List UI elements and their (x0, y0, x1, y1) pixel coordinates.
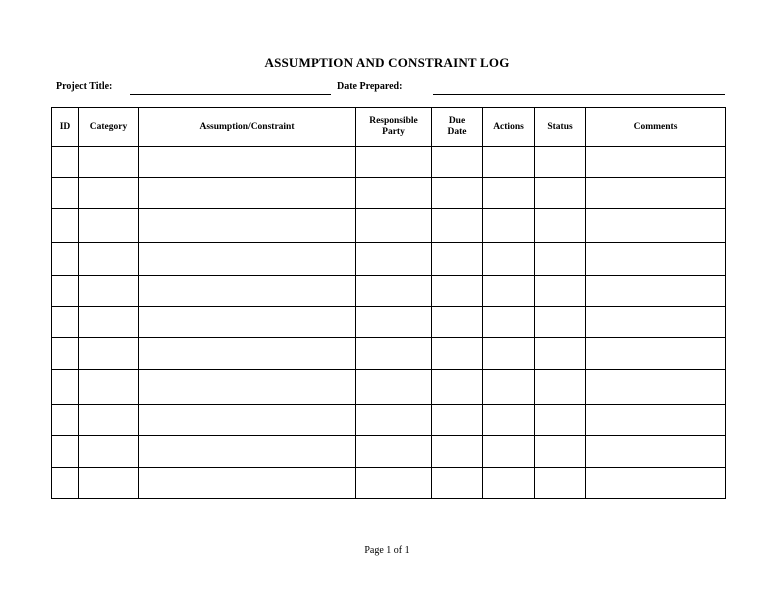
table-cell-actions[interactable] (483, 370, 535, 405)
table-cell-comments[interactable] (586, 436, 726, 468)
table-cell-due[interactable] (432, 147, 483, 178)
table-cell-id[interactable] (52, 370, 79, 405)
table-cell-responsible[interactable] (356, 338, 432, 370)
table-cell-category[interactable] (79, 468, 139, 499)
table-cell-due[interactable] (432, 436, 483, 468)
table-cell-actions[interactable] (483, 338, 535, 370)
table-cell-id[interactable] (52, 405, 79, 436)
table-cell-responsible[interactable] (356, 178, 432, 209)
table-cell-status[interactable] (535, 370, 586, 405)
table-cell-due[interactable] (432, 178, 483, 209)
table-cell-actions[interactable] (483, 307, 535, 338)
table-cell-id[interactable] (52, 468, 79, 499)
column-header-category: Category (79, 108, 139, 147)
table-row (52, 276, 726, 307)
table-cell-assumption[interactable] (139, 307, 356, 338)
table-cell-comments[interactable] (586, 405, 726, 436)
table-cell-id[interactable] (52, 436, 79, 468)
table-cell-due[interactable] (432, 468, 483, 499)
table-cell-due[interactable] (432, 209, 483, 243)
table-row (52, 209, 726, 243)
column-header-actions: Actions (483, 108, 535, 147)
table-cell-responsible[interactable] (356, 276, 432, 307)
table-row (52, 243, 726, 276)
table-row (52, 405, 726, 436)
table-cell-actions[interactable] (483, 178, 535, 209)
column-header-id: ID (52, 108, 79, 147)
table-cell-assumption[interactable] (139, 338, 356, 370)
table-cell-assumption[interactable] (139, 178, 356, 209)
table-cell-id[interactable] (52, 338, 79, 370)
table-cell-actions[interactable] (483, 436, 535, 468)
table-cell-actions[interactable] (483, 209, 535, 243)
table-row (52, 436, 726, 468)
table-cell-actions[interactable] (483, 468, 535, 499)
table-cell-due[interactable] (432, 243, 483, 276)
column-header-comments: Comments (586, 108, 726, 147)
table-cell-status[interactable] (535, 307, 586, 338)
table-cell-id[interactable] (52, 178, 79, 209)
project-title-label: Project Title: (56, 81, 113, 92)
table-cell-id[interactable] (52, 243, 79, 276)
table-cell-category[interactable] (79, 307, 139, 338)
table-cell-comments[interactable] (586, 178, 726, 209)
table-cell-assumption[interactable] (139, 276, 356, 307)
table-cell-status[interactable] (535, 405, 586, 436)
table-cell-due[interactable] (432, 405, 483, 436)
column-header-due: Due Date (432, 108, 483, 147)
table-cell-assumption[interactable] (139, 370, 356, 405)
table-cell-status[interactable] (535, 209, 586, 243)
table-cell-comments[interactable] (586, 243, 726, 276)
page-number: Page 1 of 1 (364, 545, 410, 556)
table-cell-category[interactable] (79, 370, 139, 405)
table-cell-comments[interactable] (586, 276, 726, 307)
table-row (52, 307, 726, 338)
table-cell-actions[interactable] (483, 405, 535, 436)
table-cell-id[interactable] (52, 209, 79, 243)
table-cell-category[interactable] (79, 178, 139, 209)
table-cell-responsible[interactable] (356, 147, 432, 178)
date-prepared-field[interactable] (433, 94, 725, 95)
table-cell-due[interactable] (432, 276, 483, 307)
table-cell-id[interactable] (52, 147, 79, 178)
table-cell-status[interactable] (535, 436, 586, 468)
table-cell-status[interactable] (535, 243, 586, 276)
table-cell-status[interactable] (535, 468, 586, 499)
table-row (52, 370, 726, 405)
table-cell-responsible[interactable] (356, 468, 432, 499)
table-cell-id[interactable] (52, 276, 79, 307)
table-cell-due[interactable] (432, 370, 483, 405)
column-header-responsible: Responsible Party (356, 108, 432, 147)
assumption-constraint-table (51, 107, 726, 499)
column-header-assumption: Assumption/Constraint (139, 108, 356, 147)
table-cell-comments[interactable] (586, 370, 726, 405)
table-cell-responsible[interactable] (356, 243, 432, 276)
table-cell-actions[interactable] (483, 276, 535, 307)
table-cell-assumption[interactable] (139, 147, 356, 178)
date-prepared-label: Date Prepared: (337, 81, 403, 92)
table-cell-status[interactable] (535, 338, 586, 370)
table-cell-assumption[interactable] (139, 436, 356, 468)
table-cell-comments[interactable] (586, 147, 726, 178)
table-row (52, 468, 726, 499)
document-title: ASSUMPTION AND CONSTRAINT LOG (264, 55, 510, 70)
table-cell-category[interactable] (79, 243, 139, 276)
table-cell-due[interactable] (432, 338, 483, 370)
table-cell-actions[interactable] (483, 147, 535, 178)
table-cell-category[interactable] (79, 147, 139, 178)
column-header-status: Status (535, 108, 586, 147)
table-cell-id[interactable] (52, 307, 79, 338)
table-cell-status[interactable] (535, 178, 586, 209)
table-cell-responsible[interactable] (356, 370, 432, 405)
table-cell-category[interactable] (79, 209, 139, 243)
table-cell-assumption[interactable] (139, 243, 356, 276)
table-cell-status[interactable] (535, 147, 586, 178)
table-cell-category[interactable] (79, 338, 139, 370)
table-cell-assumption[interactable] (139, 209, 356, 243)
table-cell-comments[interactable] (586, 338, 726, 370)
table-cell-actions[interactable] (483, 243, 535, 276)
table-row (52, 147, 726, 178)
table-cell-assumption[interactable] (139, 405, 356, 436)
table-cell-responsible[interactable] (356, 307, 432, 338)
table-cell-responsible[interactable] (356, 405, 432, 436)
table-cell-responsible[interactable] (356, 436, 432, 468)
table-cell-responsible[interactable] (356, 209, 432, 243)
table-cell-category[interactable] (79, 436, 139, 468)
table-cell-assumption[interactable] (139, 468, 356, 499)
table-row (52, 178, 726, 209)
table-cell-category[interactable] (79, 405, 139, 436)
table-cell-comments[interactable] (586, 468, 726, 499)
table-body (52, 147, 726, 499)
table-header-row (52, 108, 726, 147)
table-cell-status[interactable] (535, 276, 586, 307)
table-cell-due[interactable] (432, 307, 483, 338)
table-row (52, 338, 726, 370)
project-title-field[interactable] (130, 94, 331, 95)
table-cell-comments[interactable] (586, 307, 726, 338)
table-cell-category[interactable] (79, 276, 139, 307)
table-cell-comments[interactable] (586, 209, 726, 243)
